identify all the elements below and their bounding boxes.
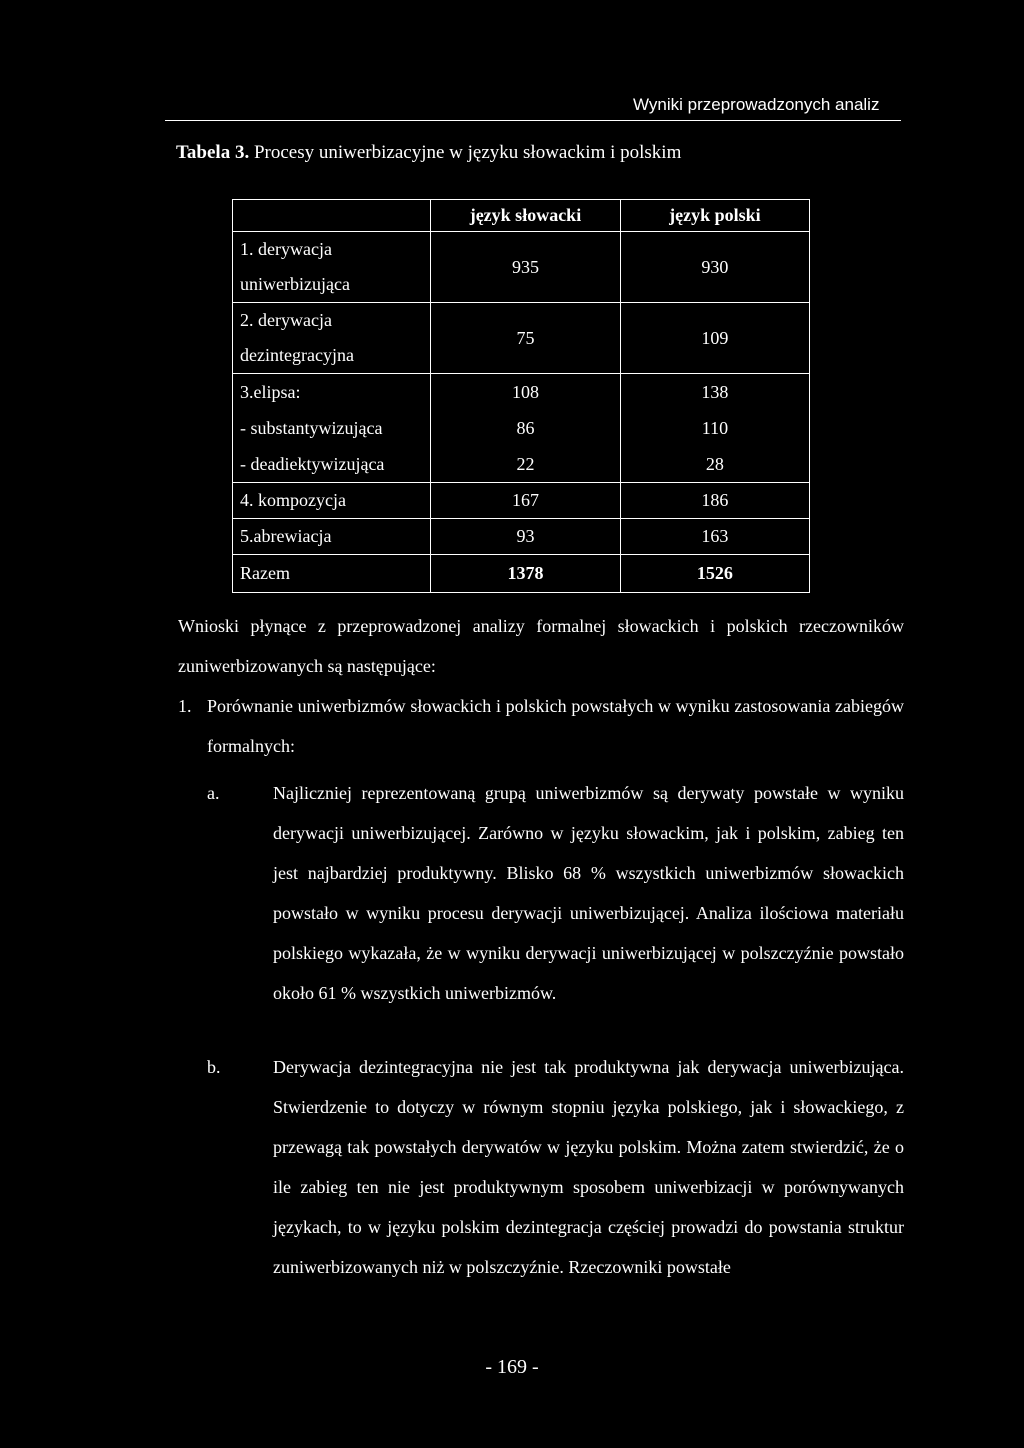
sub-list-item-text: Najliczniej reprezentowaną grupą uniwerbizmów są derywaty powstałe w wyniku derywacji uniwerbizującej. Zarówno w języku słowackim, jak i polskim, zabieg ten jest najbardziej produktywny. Blisko 68 % wszystkich uniwerbizmów słowackich powstało w wyniku procesu derywacji uniwerbizującej. Analiza ilościowa materiału polskiego wykazała, że w wyniku derywacji uniwerbizującej w polszczyźnie powstało około 61 % wszystkich uniwerbizmów.: [273, 783, 904, 1003]
body-text: [178, 606, 904, 1287]
data-table: [232, 199, 810, 593]
header-cell-empty: [233, 200, 431, 232]
table-row: [233, 232, 810, 303]
slovak-value-line: 108: [511, 382, 539, 402]
polish-value: 186: [620, 483, 809, 519]
list-item: [178, 686, 904, 766]
polish-value-line: 138: [701, 382, 729, 402]
caption-label: Tabela 3.: [176, 142, 250, 163]
table-row: [233, 374, 810, 483]
polish-value: 163: [620, 519, 809, 555]
row-label: [233, 374, 431, 483]
header-cell-slovak: język słowacki: [431, 200, 621, 232]
list-item-text: Porównanie uniwerbizmów słowackich i polskich powstałych w wyniku zastosowania zabiegów formalnych:: [207, 696, 904, 756]
header-cell-polish: język polski: [620, 200, 809, 232]
row-label: 4. kompozycja: [233, 483, 431, 519]
polish-total: 1526: [620, 555, 809, 593]
intro-paragraph: Wnioski płynące z przeprowadzonej analizy formalnej słowackich i polskich rzeczowników zuniwerbizowanych są następujące:: [178, 616, 904, 676]
slovak-value-line: 22: [516, 454, 535, 474]
slovak-value: [431, 374, 621, 483]
row-label-line: dezintegracyjna: [240, 345, 354, 365]
slovak-total: 1378: [431, 555, 621, 593]
header-rule: [165, 120, 901, 121]
row-label: Razem: [233, 555, 431, 593]
polish-value-line: 28: [705, 454, 724, 474]
polish-value: 930: [620, 232, 809, 303]
polish-value-line: 110: [701, 418, 729, 438]
table-total-row: [233, 555, 810, 593]
table-caption: [176, 142, 681, 164]
row-label-line: 3.elipsa:: [240, 382, 301, 402]
row-label-line: uniwerbizująca: [240, 274, 350, 294]
slovak-value: 93: [431, 519, 621, 555]
row-label: [233, 232, 431, 303]
row-label-line: 1. derywacja: [240, 239, 332, 259]
slovak-value: 167: [431, 483, 621, 519]
slovak-value: 75: [431, 303, 621, 374]
sub-list-marker: b.: [207, 1057, 221, 1077]
sub-list-item: [207, 1047, 904, 1287]
sub-list-marker: a.: [207, 783, 220, 803]
sub-list: [207, 773, 904, 1287]
row-label-line: - substantywizująca: [240, 418, 383, 438]
list-marker: 1.: [178, 696, 192, 716]
table-row: [233, 483, 810, 519]
row-label-line: - deadiektywizująca: [240, 454, 385, 474]
row-label: [233, 303, 431, 374]
slovak-value: 935: [431, 232, 621, 303]
row-label: 5.abrewiacja: [233, 519, 431, 555]
running-header: Wyniki przeprowadzonych analiz: [633, 95, 880, 114]
sub-list-item: [207, 773, 904, 1013]
polish-value: 109: [620, 303, 809, 374]
row-label-line: 2. derywacja: [240, 310, 332, 330]
caption-text: Procesy uniwerbizacyjne w języku słowackim i polskim: [249, 142, 682, 163]
page-number: - 169 -: [485, 1356, 539, 1378]
table-row: [233, 519, 810, 555]
table-row: [233, 303, 810, 374]
slovak-value-line: 86: [516, 418, 535, 438]
table-header-row: [233, 200, 810, 232]
sub-list-item-text: Derywacja dezintegracyjna nie jest tak produktywna jak derywacja uniwerbizująca. Stwierdzenie to dotyczy w równym stopniu języka polskiego, jak i słowackiego, z przewagą tak powstałych derywatów w języku polskim. Można zatem stwierdzić, że o ile zabieg ten nie jest produktywnym sposobem uniwerbizacji w porównywanych językach, to w języku polskim dezintegracja częściej prowadzi do powstania struktur zuniwerbizowanych niż w polszczyźnie. Rzeczowniki powstałe: [273, 1057, 904, 1277]
polish-value: [620, 374, 809, 483]
